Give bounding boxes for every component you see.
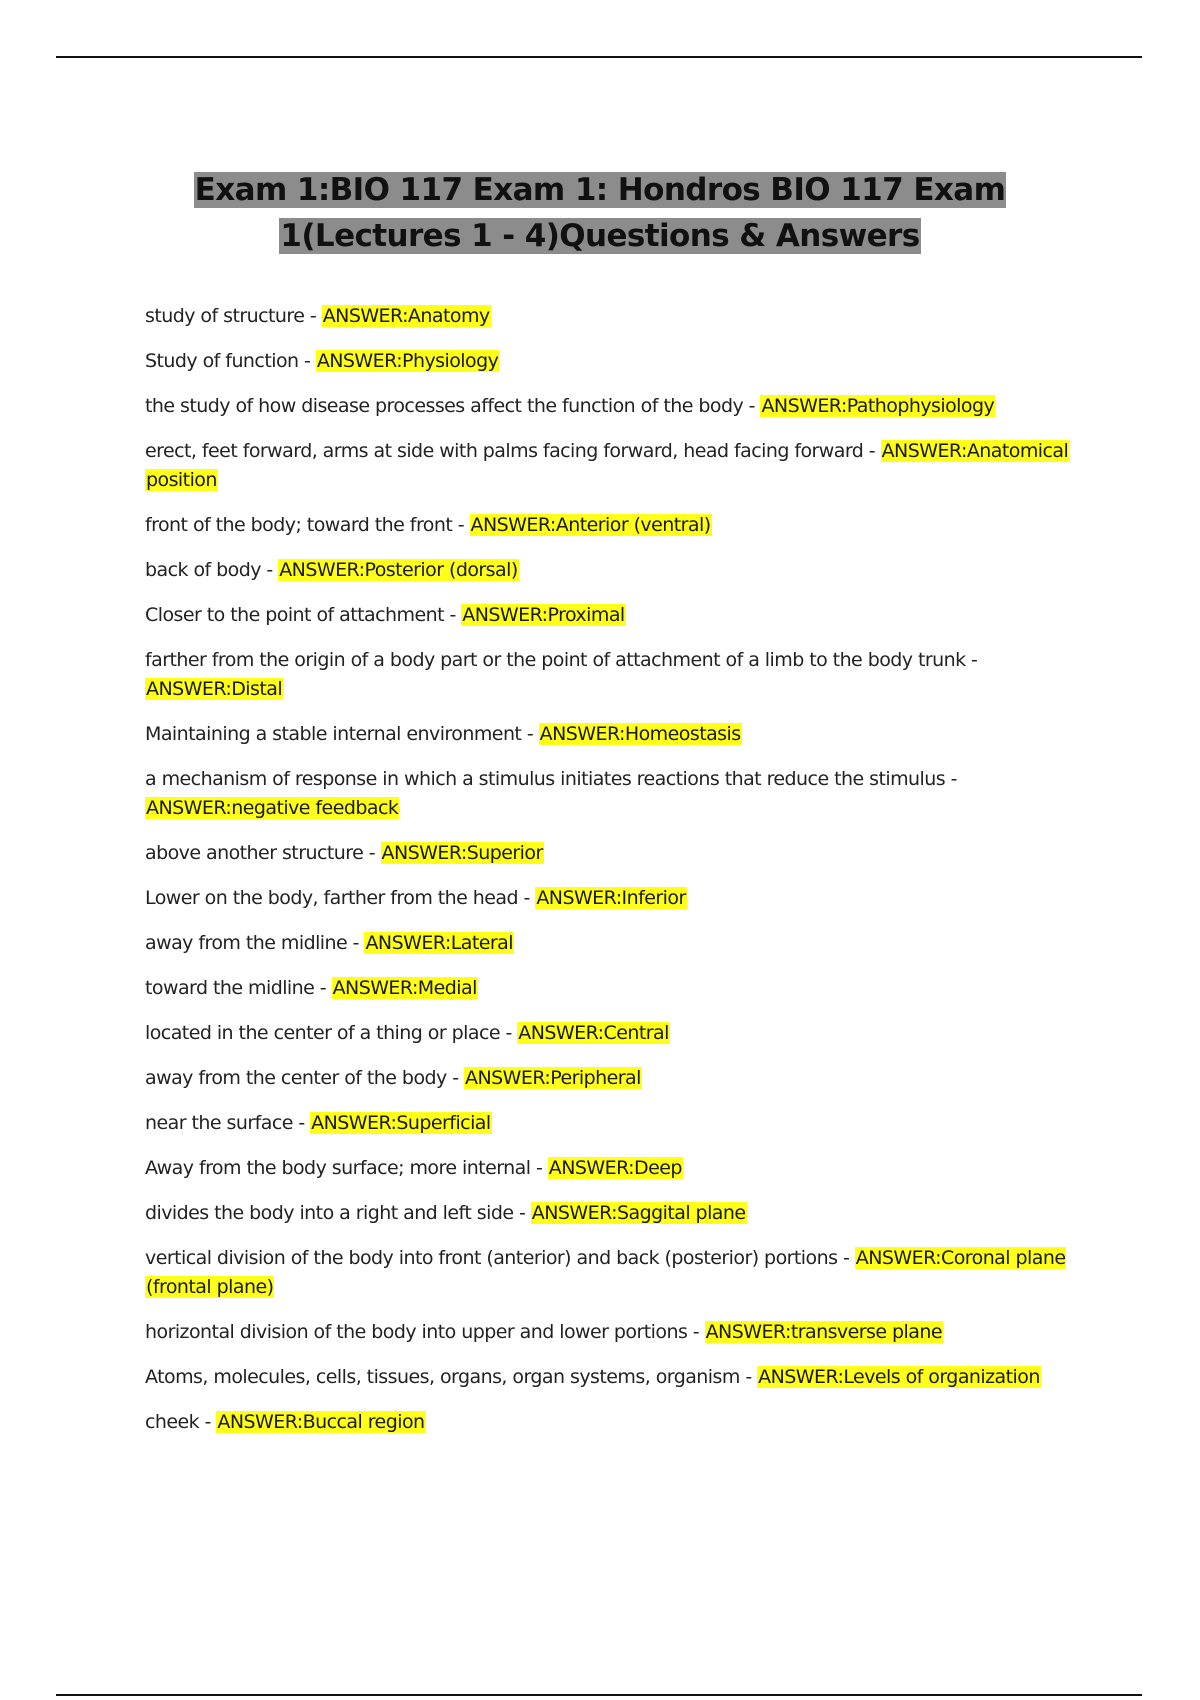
question-text: front of the body; toward the front - bbox=[145, 514, 470, 536]
qa-item bbox=[145, 646, 1075, 704]
qa-item bbox=[145, 1064, 1075, 1093]
question-text: near the surface - bbox=[145, 1112, 311, 1134]
answer-text: ANSWER:negative feedback bbox=[146, 797, 399, 819]
question-text: divides the body into a right and left side - bbox=[145, 1202, 531, 1224]
question-text: horizontal division of the body into upper and lower portions - bbox=[145, 1321, 705, 1343]
qa-item bbox=[145, 1318, 1075, 1347]
qa-item bbox=[145, 1244, 1075, 1302]
answer-text: ANSWER:Superficial bbox=[311, 1112, 491, 1134]
qa-item bbox=[145, 720, 1075, 749]
qa-item bbox=[145, 1109, 1075, 1138]
answer-text: ANSWER:Physiology bbox=[316, 350, 499, 372]
question-text: Atoms, molecules, cells, tissues, organs, organ systems, organism - bbox=[145, 1366, 758, 1388]
answer-text: ANSWER:Superior bbox=[381, 842, 543, 864]
qa-item bbox=[145, 884, 1075, 913]
answer-text: ANSWER:Peripheral bbox=[465, 1067, 641, 1089]
question-text: the study of how disease processes affect the function of the body - bbox=[145, 395, 761, 417]
question-text: located in the center of a thing or place - bbox=[145, 1022, 518, 1044]
top-rule bbox=[56, 56, 1142, 58]
qa-item bbox=[145, 437, 1075, 495]
question-text: study of structure - bbox=[145, 305, 322, 327]
answer-text: ANSWER:Anatomical position bbox=[146, 440, 1069, 491]
page-title-text: Exam 1:BIO 117 Exam 1: Hondros BIO 117 Exam 1(Lectures 1 - 4)Questions & Answers bbox=[194, 171, 1006, 254]
qa-item bbox=[145, 601, 1075, 630]
qa-item bbox=[145, 974, 1075, 1003]
qa-item bbox=[145, 392, 1075, 421]
qa-item bbox=[145, 929, 1075, 958]
question-text: Away from the body surface; more internal - bbox=[145, 1157, 548, 1179]
answer-text: ANSWER:Homeostasis bbox=[539, 723, 741, 745]
qa-item bbox=[145, 1408, 1075, 1437]
answer-text: ANSWER:Inferior bbox=[536, 887, 686, 909]
page-title bbox=[120, 167, 1080, 259]
question-text: a mechanism of response in which a stimulus initiates reactions that reduce the stimulus - bbox=[145, 768, 957, 790]
answer-text: ANSWER:Medial bbox=[332, 977, 477, 999]
qa-item bbox=[145, 1199, 1075, 1228]
question-text: back of body - bbox=[145, 559, 279, 581]
question-text: erect, feet forward, arms at side with palms facing forward, head facing forward - bbox=[145, 440, 881, 462]
answer-text: ANSWER:Distal bbox=[146, 678, 283, 700]
answer-text: ANSWER:Lateral bbox=[365, 932, 513, 954]
qa-item bbox=[145, 1154, 1075, 1183]
question-text: away from the center of the body - bbox=[145, 1067, 465, 1089]
qa-list bbox=[145, 302, 1075, 1453]
question-text: Study of function - bbox=[145, 350, 316, 372]
qa-item bbox=[145, 1363, 1075, 1392]
question-text: Maintaining a stable internal environment - bbox=[145, 723, 539, 745]
question-text: toward the midline - bbox=[145, 977, 332, 999]
answer-text: ANSWER:Posterior (dorsal) bbox=[279, 559, 518, 581]
question-text: above another structure - bbox=[145, 842, 381, 864]
qa-item bbox=[145, 1019, 1075, 1048]
qa-item bbox=[145, 302, 1075, 331]
question-text: Lower on the body, farther from the head - bbox=[145, 887, 536, 909]
question-text: farther from the origin of a body part or the point of attachment of a limb to the body trunk - bbox=[145, 649, 978, 671]
answer-text: ANSWER:Pathophysiology bbox=[761, 395, 995, 417]
question-text: cheek - bbox=[145, 1411, 217, 1433]
bottom-rule bbox=[56, 1694, 1142, 1696]
question-text: Closer to the point of attachment - bbox=[145, 604, 462, 626]
answer-text: ANSWER:Coronal plane (frontal plane) bbox=[146, 1247, 1066, 1298]
qa-item bbox=[145, 765, 1075, 823]
qa-item bbox=[145, 347, 1075, 376]
qa-item bbox=[145, 556, 1075, 585]
question-text: vertical division of the body into front (anterior) and back (posterior) portions - bbox=[145, 1247, 855, 1269]
answer-text: ANSWER:Anatomy bbox=[322, 305, 490, 327]
answer-text: ANSWER:Central bbox=[518, 1022, 669, 1044]
answer-text: ANSWER:Levels of organization bbox=[758, 1366, 1040, 1388]
answer-text: ANSWER:Saggital plane bbox=[531, 1202, 746, 1224]
answer-text: ANSWER:Deep bbox=[548, 1157, 682, 1179]
answer-text: ANSWER:transverse plane bbox=[705, 1321, 942, 1343]
answer-text: ANSWER:Buccal region bbox=[217, 1411, 425, 1433]
question-text: away from the midline - bbox=[145, 932, 365, 954]
answer-text: ANSWER:Proximal bbox=[462, 604, 625, 626]
answer-text: ANSWER:Anterior (ventral) bbox=[470, 514, 711, 536]
qa-item bbox=[145, 511, 1075, 540]
qa-item bbox=[145, 839, 1075, 868]
